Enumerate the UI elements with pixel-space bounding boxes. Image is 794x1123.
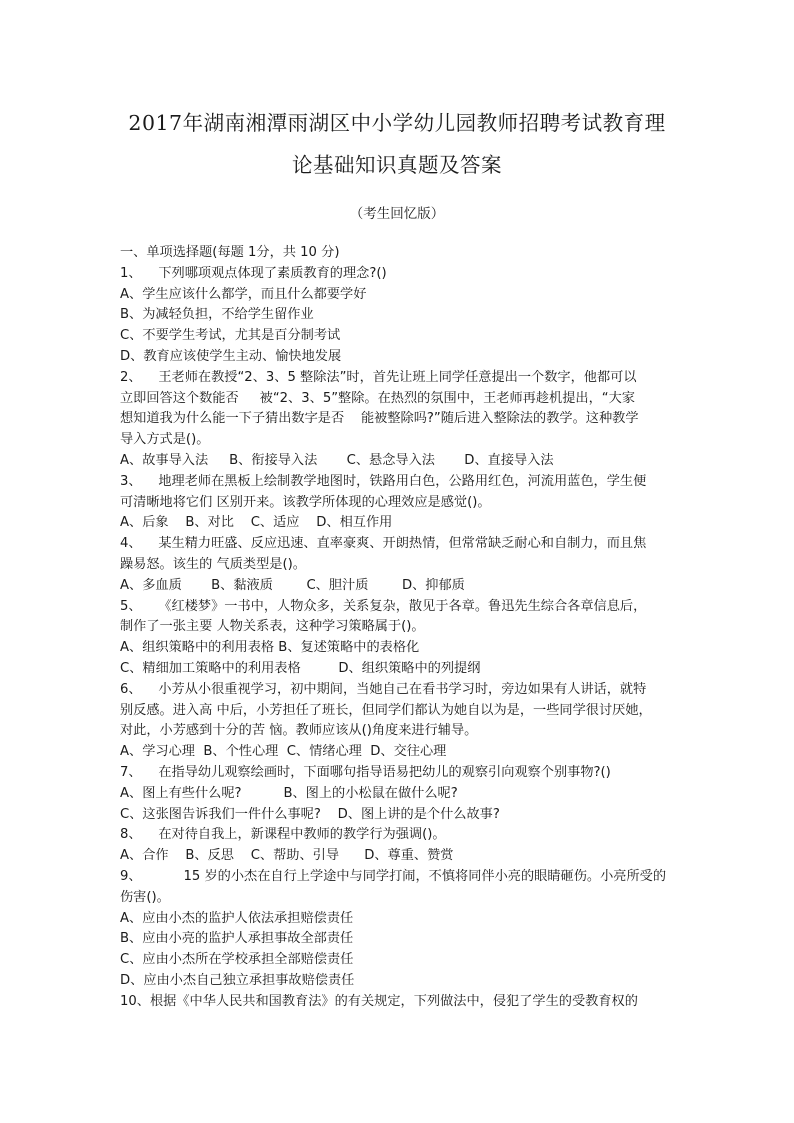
option-line: A、合作 B、反思 C、帮助、引导 D、尊重、赞赏 — [120, 848, 454, 864]
question-line: 10、根据《中华人民共和国教育法》的有关规定，下列做法中，侵犯了学生的受教育权的 — [120, 993, 638, 1009]
question-line: 3、 地理老师在黑板上绘制教学地图时，铁路用白色，公路用红色，河流用蓝色，学生便 — [120, 473, 647, 489]
question-body — [120, 243, 682, 1012]
question-line: 4、 某生精力旺盛、反应迅速、直率豪爽、开朗热情，但常常缺乏耐心和自制力，而且焦 — [120, 536, 647, 552]
question-line: 9、 15 岁的小杰在自行上学途中与同学打闹，不慎将同伴小亮的眼睛砸伤。小亮所受的 — [120, 868, 667, 884]
question-line: 导入方式是()。 — [120, 432, 210, 448]
option-line: D、教育应该使学生主动、愉快地发展 — [120, 348, 342, 364]
doc-title-line-1: 2017年湖南湘潭雨湖区中小学幼儿园教师招聘考试教育理 — [128, 111, 666, 135]
question-line: 5、 《红楼梦》一书中，人物众多，关系复杂，散见于各章。鲁迅先生综合各章信息后， — [120, 598, 647, 614]
question-line: 1、 下列哪项观点体现了素质教育的理念?() — [120, 265, 387, 281]
question-line: 制作了一张主要 人物关系表，这种学习策略属于()。 — [120, 619, 425, 635]
option-line: A、图上有些什么呢? B、图上的小松鼠在做什么呢? — [120, 785, 458, 801]
section-heading: 一、单项选择题(每题 1分，共 10 分) — [120, 245, 340, 260]
question-line: 2、 王老师在教授“2、3、5 整除法”时，首先让班上同学任意提出一个数字，他都可以 — [120, 369, 637, 385]
question-line: 躁易怒。该生的 气质类型是()。 — [120, 556, 306, 572]
question-line: 伤害()。 — [120, 889, 170, 905]
question-line: 别反感。进入高 中后，小芳担任了班长，但同学们都认为她自以为是，一些同学很讨厌她， — [120, 702, 652, 718]
option-line: D、应由小杰自己独立承担事故赔偿责任 — [120, 972, 355, 988]
option-line: A、后象 B、对比 C、适应 D、相互作用 — [120, 515, 393, 531]
option-line: A、学习心理 B、个性心理 C、情绪心理 D、交往心理 — [120, 744, 447, 760]
question-line: 立即回答这个数能否 被“2、3、5”整除。在热烈的氛围中，王老师再趁机提出，“大家 — [120, 390, 635, 406]
option-line: A、多血质 B、黏液质 C、胆汁质 D、抑郁质 — [120, 577, 465, 593]
option-line: A、故事导入法 B、衔接导入法 C、悬念导入法 D、直接导入法 — [120, 452, 554, 468]
doc-title-line-2: 论基础知识真题及答案 — [292, 153, 502, 177]
option-line: C、精细加工策略中的利用表格 D、组织策略中的列提纲 — [120, 660, 481, 676]
option-line: C、这张图告诉我们一件什么事呢? D、图上讲的是个什么故事? — [120, 806, 500, 822]
question-line: 8、 在对待自我上，新课程中教师的教学行为强调()。 — [120, 827, 446, 843]
question-line: 6、 小芳从小很重视学习，初中期间，当她自己在看书学习时，旁边如果有人讲话，就特 — [120, 681, 647, 697]
option-line: A、应由小杰的监护人依法承担赔偿责任 — [120, 910, 354, 926]
question-line: 想知道我为什么能一下子猜出数字是否 能被整除吗?”随后进入整除法的教学。这种教学 — [120, 411, 639, 427]
question-line: 7、 在指导幼儿观察绘画时，下面哪句指导语易把幼儿的观察引向观察个别事物?() — [120, 764, 611, 780]
option-line: B、为减轻负担，不给学生留作业 — [120, 307, 314, 323]
option-line: B、应由小亮的监护人承担事故全部责任 — [120, 931, 354, 947]
option-line: A、学生应该什么都学，而且什么都要学好 — [120, 286, 367, 302]
option-line: A、组织策略中的利用表格 B、复述策略中的表格化 — [120, 640, 420, 656]
option-line: C、不要学生考试，尤其是百分制考试 — [120, 328, 341, 344]
doc-subtitle: （考生回忆版） — [349, 206, 445, 222]
option-line: C、应由小杰所在学校承担全部赔偿责任 — [120, 952, 354, 968]
question-line: 可清晰地将它们 区别开来。该教学所体现的心理效应是感觉()。 — [120, 494, 491, 510]
question-line: 对此，小芳感到十分的苦 恼。教师应该从()角度来进行辅导。 — [120, 723, 478, 739]
